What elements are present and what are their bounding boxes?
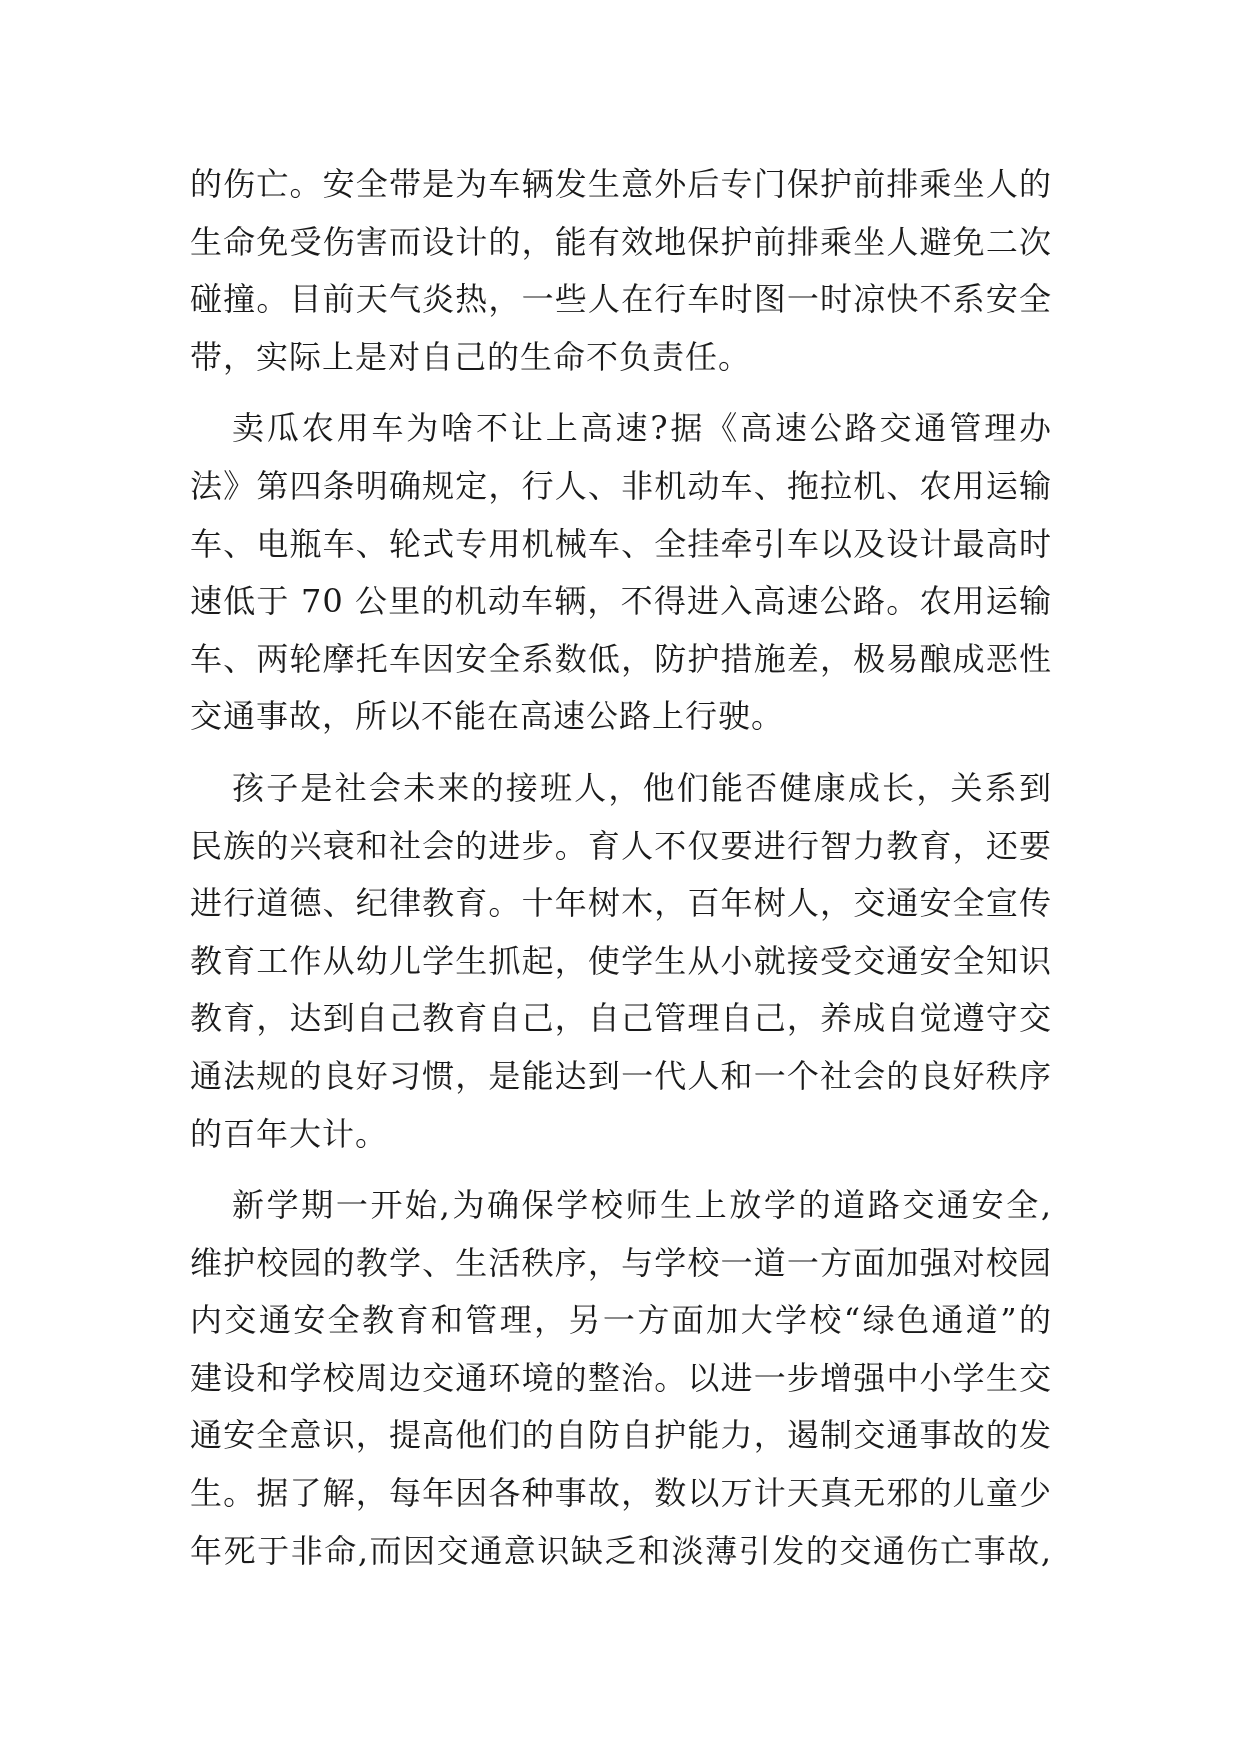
- paragraph-children-education: [190, 760, 1052, 1163]
- text-line: 进行道德、纪律教育。十年树木，百年树人，交通安全宣传: [190, 884, 1052, 923]
- document-body: [190, 156, 1052, 1580]
- text-line: 新学期一开始,为确保学校师生上放学的道路交通安全,: [232, 1186, 1052, 1225]
- text-line: 年死于非命,而因交通意识缺乏和淡薄引发的交通伤亡事故,: [190, 1531, 1052, 1570]
- paragraph-seatbelt: [190, 156, 1052, 386]
- text-line: 通安全意识，提高他们的自防自护能力，遏制交通事故的发: [190, 1416, 1052, 1455]
- text-line: 民族的兴衰和社会的进步。育人不仅要进行智力教育，还要: [190, 826, 1052, 865]
- text-line: 建设和学校周边交通环境的整治。以进一步增强中小学生交: [190, 1358, 1052, 1397]
- text-line: 的百年大计。: [190, 1114, 389, 1153]
- text-line: 孩子是社会未来的接班人，他们能否健康成长，关系到: [232, 768, 1052, 807]
- text-line: 交通事故，所以不能在高速公路上行驶。: [190, 697, 785, 736]
- text-line: 碰撞。目前天气炎热，一些人在行车时图一时凉快不系安全: [190, 280, 1052, 319]
- text-line: 通法规的良好习惯，是能达到一代人和一个社会的良好秩序: [190, 1056, 1052, 1095]
- text-line: 生。据了解，每年因各种事故，数以万计天真无邪的儿童少: [190, 1474, 1052, 1513]
- paragraph-new-semester: [190, 1177, 1052, 1580]
- text-line: 法》第四条明确规定，行人、非机动车、拖拉机、农用运输: [190, 466, 1052, 505]
- text-line: 车、电瓶车、轮式专用机械车、全挂牵引车以及设计最高时: [190, 524, 1052, 563]
- text-line: 卖瓜农用车为啥不让上高速?据《高速公路交通管理办: [232, 409, 1052, 448]
- text-line: 生命免受伤害而设计的，能有效地保护前排乘坐人避免二次: [190, 222, 1052, 261]
- text-line: 教育，达到自己教育自己，自己管理自己，养成自觉遵守交: [190, 999, 1052, 1038]
- text-line: 内交通安全教育和管理，另一方面加大学校“绿色通道”的: [190, 1301, 1052, 1340]
- text-line: 维护校园的教学、生活秩序，与学校一道一方面加强对校园: [190, 1243, 1052, 1282]
- text-line: 速低于 70 公里的机动车辆，不得进入高速公路。农用运输: [190, 582, 1052, 621]
- text-line: 教育工作从幼儿学生抓起，使学生从小就接受交通安全知识: [190, 941, 1052, 980]
- text-line: 车、两轮摩托车因安全系数低，防护措施差，极易酿成恶性: [190, 639, 1052, 678]
- text-line: 带，实际上是对自己的生命不负责任。: [190, 337, 752, 376]
- text-line: 的伤亡。安全带是为车辆发生意外后专门保护前排乘坐人的: [190, 165, 1052, 203]
- paragraph-farm-vehicles: [190, 400, 1052, 746]
